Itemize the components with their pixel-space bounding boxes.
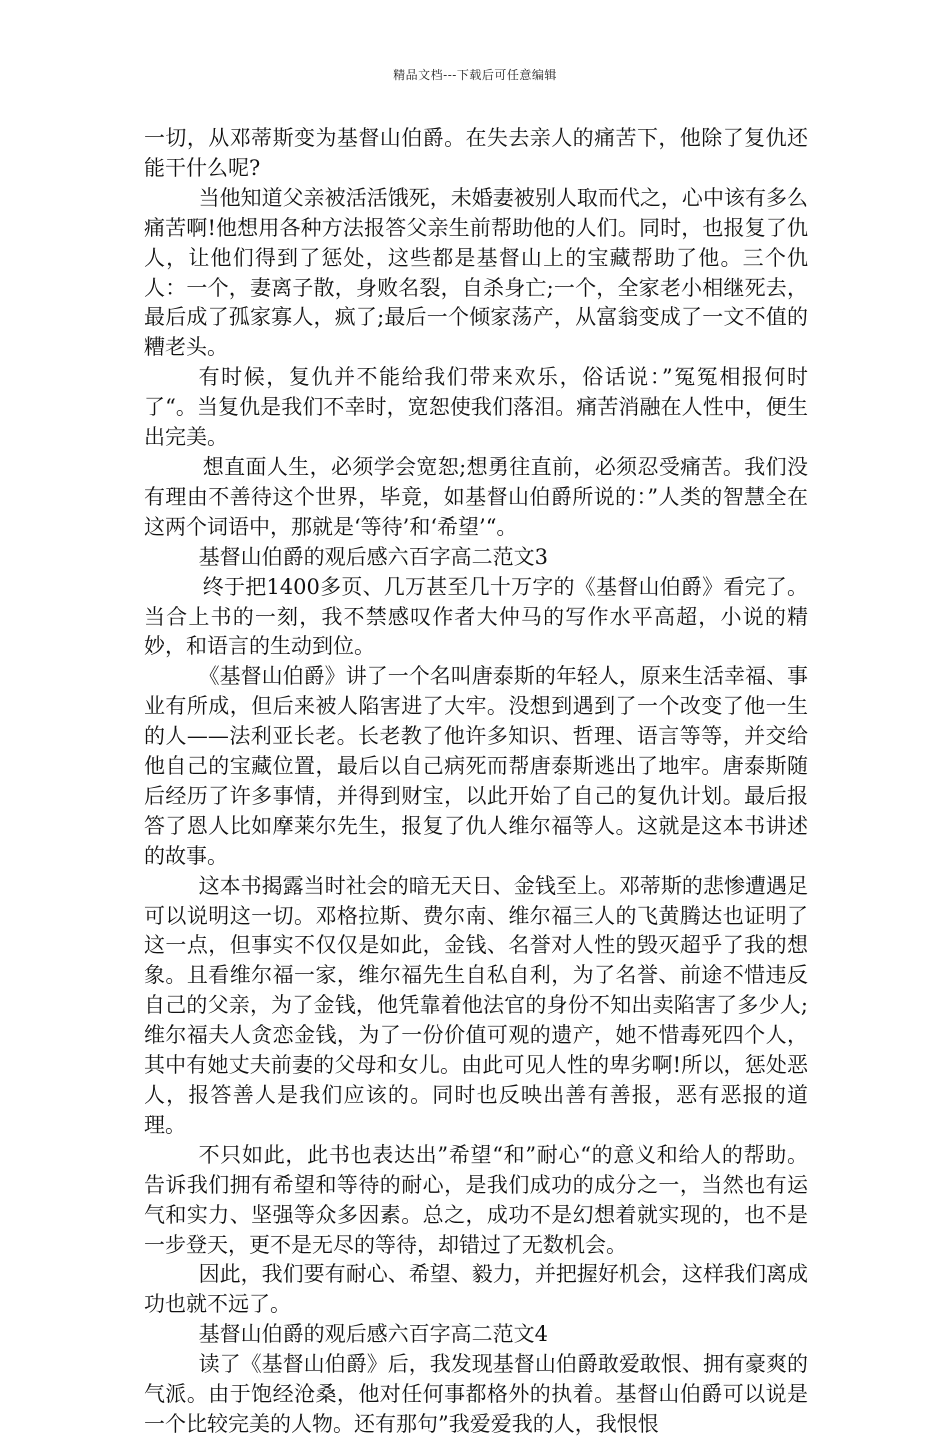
paragraph-continuation: 一切，从邓蒂斯变为基督山伯爵。在失去亲人的痛苦下，他除了复仇还能干什么呢? bbox=[144, 126, 808, 180]
paragraph: 想直面人生，必须学会宽恕;想勇往直前，必须忍受痛苦。我们没有理由不善待这个世界，毕竟，如基督山伯爵所说的：”人类的智慧全在这两个词语中，那就是‘等待’和‘希望’“。 bbox=[144, 454, 808, 539]
paragraph: 有时候，复仇并不能给我们带来欢乐，俗话说：”冤冤相报何时了“。当复仇是我们不幸时，宽恕使我们落泪。痛苦消融在人性中，便生出完美。 bbox=[144, 365, 808, 450]
section-heading: 基督山伯爵的观后感六百字高二范文3 bbox=[198, 544, 548, 569]
paragraph: 读了《基督山伯爵》后，我发现基督山伯爵敢爱敢恨、拥有豪爽的气派。由于饱经沧桑，他对任何事都格外的执着。基督山伯爵可以说是一个比较完美的人物。还有那句”我爱爱我的人，我恨恨 bbox=[144, 1352, 808, 1436]
paragraph: 不只如此，此书也表达出”希望“和”耐心“的意义和给人的帮助。告诉我们拥有希望和等待的耐心，是我们成功的成分之一，当然也有运气和实力、坚强等众多因素。总之，成功不是幻想着就实现的，也不是一步登天，更不是无尽的等待，却错过了无数机会。 bbox=[144, 1142, 808, 1257]
paragraph: 《基督山伯爵》讲了一个名叫唐泰斯的年轻人，原来生活幸福、事业有所成，但后来被人陷害进了大牢。没想到遇到了一个改变了他一生的人——法利亚长老。长老教了他许多知识、哲理、语言等等，并交给他自己的宝藏位置，最后以自己病死而帮唐泰斯逃出了地牢。唐泰斯随后经历了许多事情，并得到财宝，以此开始了自己的复仇计划。最后报答了恩人比如摩莱尔先生，报复了仇人维尔福等人。这就是这本书讲述的故事。 bbox=[144, 664, 808, 868]
paragraph: 这本书揭露当时社会的暗无天日、金钱至上。邓蒂斯的悲惨遭遇足可以说明这一切。邓格拉斯、费尔南、维尔福三人的飞黄腾达也证明了这一点，但事实不仅仅是如此，金钱、名誉对人性的毁灭超乎了我的想象。且看维尔福一家，维尔福先生自私自利，为了名誉、前途不惜违反自己的父亲，为了金钱，他凭靠着他法官的身份不知出卖陷害了多少人;维尔福夫人贪恋金钱，为了一份价值可观的遗产，她不惜毒死四个人，其中有她丈夫前妻的父母和女儿。由此可见人性的卑劣啊!所以，惩处恶人，报答善人是我们应该的。同时也反映出善有善报，恶有恶报的道理。 bbox=[144, 873, 808, 1137]
paragraph: 因此，我们要有耐心、希望、毅力，并把握好机会，这样我们离成功也就不远了。 bbox=[144, 1262, 808, 1317]
page-header: 精品文档---下载后可任意编辑 bbox=[393, 68, 557, 82]
paragraph: 终于把1400多页、几万甚至几十万字的《基督山伯爵》看完了。当合上书的一刻，我不禁感叹作者大仲马的写作水平高超，小说的精妙，和语言的生动到位。 bbox=[144, 574, 808, 659]
document-body bbox=[144, 124, 808, 1440]
paragraph: 当他知道父亲被活活饿死，未婚妻被别人取而代之，心中该有多么痛苦啊!他想用各种方法报答父亲生前帮助他的人们。同时，也报复了仇人，让他们得到了惩处，这些都是基督山上的宝藏帮助了他。三个仇人：一个，妻离子散，身败名裂，自杀身亡;一个，全家老小相继死去，最后成了孤家寡人，疯了;最后一个倾家荡产，从富翁变成了一文不值的糟老头。 bbox=[144, 185, 808, 360]
section-heading: 基督山伯爵的观后感六百字高二范文4 bbox=[198, 1322, 548, 1347]
